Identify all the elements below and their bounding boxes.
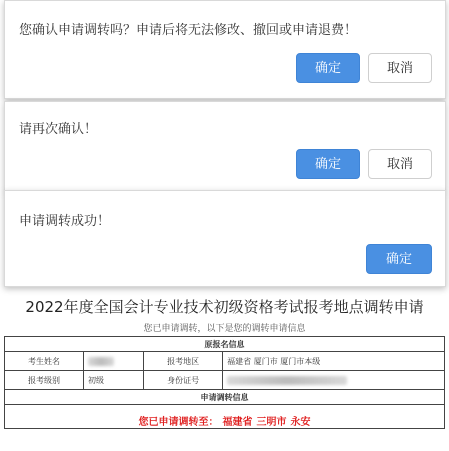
original-section-title: 原报名信息 xyxy=(5,337,445,352)
transfer-prefix: 您已申请调转至： xyxy=(138,417,219,428)
application-info-table xyxy=(4,336,445,429)
region-label: 报考地区 xyxy=(144,352,223,371)
reconfirm-cancel-button[interactable]: 取消 xyxy=(368,149,432,179)
transfer-result xyxy=(9,413,440,428)
level-label: 报考级别 xyxy=(5,371,84,390)
transfer-result-cell xyxy=(5,405,445,429)
id-label: 身份证号 xyxy=(144,371,223,390)
redacted-id xyxy=(227,376,347,385)
transfer-city: 三明市 xyxy=(256,417,287,428)
reconfirm-ok-button[interactable]: 确定 xyxy=(296,149,360,179)
confirm-cancel-button[interactable]: 取消 xyxy=(368,53,432,83)
name-label: 考生姓名 xyxy=(5,352,84,371)
page-title: 2022年度全国会计专业技术初级资格考试报考地点调转申请 xyxy=(25,298,424,316)
success-dialog xyxy=(4,190,446,287)
reconfirm-message: 请再次确认！ xyxy=(19,122,98,137)
transfer-district: 永安 xyxy=(290,417,311,428)
redacted-name xyxy=(88,357,114,366)
id-value xyxy=(223,371,445,390)
confirm-dialog xyxy=(4,0,446,99)
region-value: 福建省 厦门市 厦门市本级 xyxy=(223,352,445,371)
transfer-province: 福建省 xyxy=(222,417,253,428)
confirm-message: 您确认申请调转吗？申请后将无法修改、撤回或申请退费！ xyxy=(19,23,358,38)
success-ok-button[interactable]: 确定 xyxy=(366,244,432,274)
name-value xyxy=(84,352,144,371)
confirm-ok-button[interactable]: 确定 xyxy=(296,53,360,83)
reconfirm-dialog xyxy=(4,101,446,191)
success-message: 申请调转成功！ xyxy=(19,214,111,229)
level-value: 初级 xyxy=(84,371,144,390)
page-subtitle: 您已申请调转，以下是您的调转申请信息 xyxy=(143,324,306,334)
transfer-section-title: 申请调转信息 xyxy=(5,390,445,405)
